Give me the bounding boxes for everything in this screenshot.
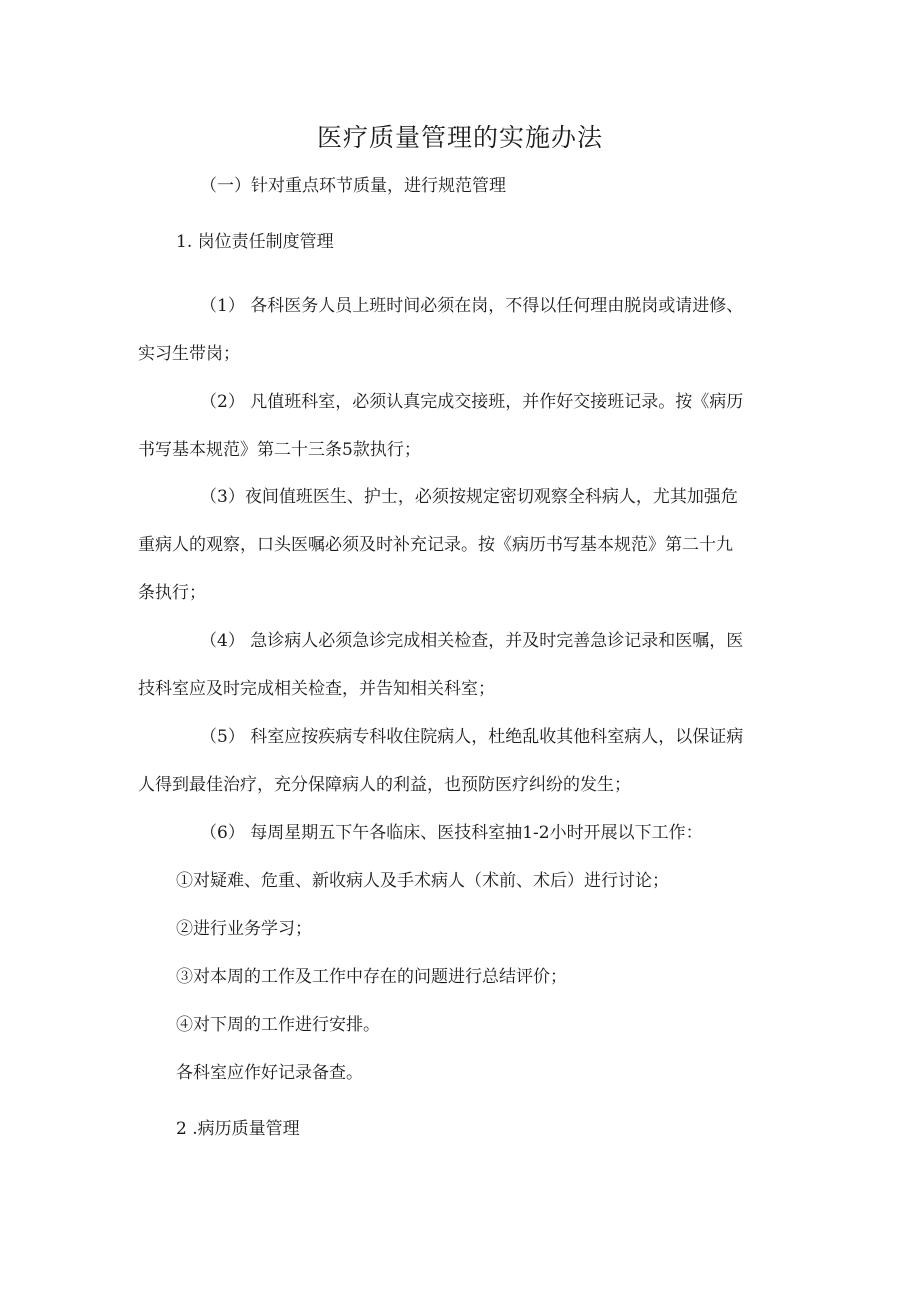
item-5-line-2: 人得到最佳治疗，充分保障病人的利益，也预防医疗纠纷的发生； (138, 775, 631, 795)
item-2-line-1: （2） 凡值班科室，必须认真完成交接班，并作好交接班记录。按《病历 (200, 392, 744, 412)
item-5-line-1: （5） 科室应按疾病专科收住院病人，杜绝乱收其他科室病人，以保证病 (200, 727, 744, 747)
sub-item-4: ④对下周的工作进行安排。 (176, 1015, 380, 1035)
item-1-line-2: 实习生带岗； (138, 344, 240, 364)
item-3-line-3: 条执行； (138, 583, 206, 603)
item-4-line-1: （4） 急诊病人必须急诊完成相关检查，并及时完善急诊记录和医嘱，医 (200, 631, 744, 651)
subsection-heading-2: 2 .病历质量管理 (176, 1119, 300, 1139)
sub-item-3: ③对本周的工作及工作中存在的问题进行总结评价； (176, 967, 567, 987)
document-title: 医疗质量管理的实施办法 (316, 123, 603, 152)
subsection-heading-1: 1. 岗位责任制度管理 (176, 232, 334, 252)
closing-note: 各科室应作好记录备查。 (176, 1063, 363, 1083)
item-3-line-2: 重病人的观察，口头医嘱必须及时补充记录。按《病历书写基本规范》第二十九 (138, 535, 733, 555)
item-1-line-1: （1） 各科医务人员上班时间必须在岗，不得以任何理由脱岗或请进修、 (200, 296, 744, 316)
item-3-line-1: （3）夜间值班医生、护士，必须按规定密切观察全科病人，尤其加强危 (200, 487, 738, 507)
item-4-line-2: 技科室应及时完成相关检查，并告知相关科室； (138, 679, 495, 699)
item-2-line-2: 书写基本规范》第二十三条5款执行； (138, 440, 421, 460)
sub-item-2: ②进行业务学习； (176, 919, 312, 939)
sub-item-1: ①对疑难、危重、新收病人及手术病人（术前、术后）进行讨论； (176, 871, 669, 891)
item-6-line-1: （6） 每周星期五下午各临床、医技科室抽1-2小时开展以下工作： (200, 823, 703, 843)
section-heading: （一）针对重点环节质量，进行规范管理 (200, 176, 506, 196)
